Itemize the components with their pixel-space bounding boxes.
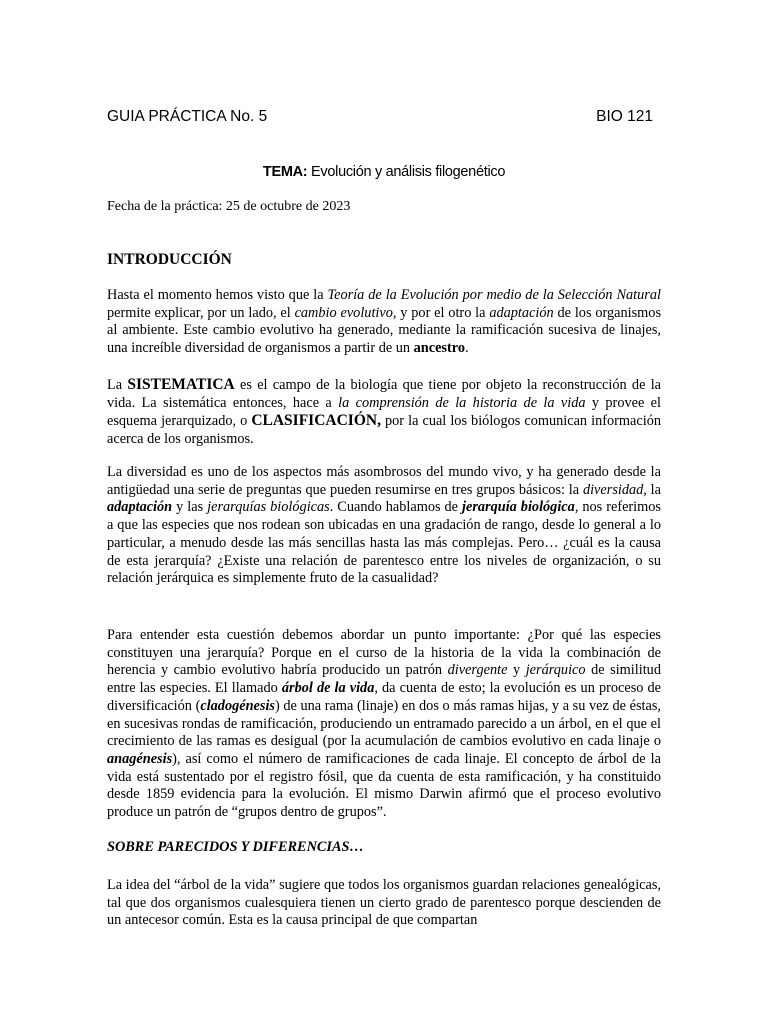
text-run: .: [465, 340, 469, 357]
text-run: , la: [643, 481, 662, 498]
text-run: ), así como el número de ramificaciones de cada linaje. El concepto de árbol de la vida está sustentado por el registro fósil, que da cuenta de esta ramificación, y ha constituido desde 1859 evidencia para la evolución. El mismo Darwin afirmó que el proceso evolutivo produce un patrón de “grupos dentro de grupos”.: [107, 750, 661, 821]
bold-italic-run: anagénesis: [107, 750, 173, 767]
bold-italic-run: adaptación: [107, 499, 173, 516]
text-run: y las: [172, 499, 208, 516]
bold-run: SISTEMATICA: [127, 376, 235, 393]
text-run: y: [507, 662, 526, 679]
text-run: La: [107, 377, 128, 393]
text-run: ) de una rama (linaje) en dos o más ramas hijas, y a su vez de éstas, en sucesivas rondas de ramificación, produciendo un entramado parecido a un árbol, en el que el crecimiento de las ramas es desigual (por la acumulación de cambios evolutivo en cada linaje o: [107, 697, 661, 750]
text-run: de similitud entre las especies. El llamado: [107, 662, 661, 697]
guide-title: GUIA PRÁCTICA No. 5: [107, 108, 268, 125]
document-header: [107, 108, 653, 128]
italic-run: Teoría de la Evolución por medio de la Selección Natural: [327, 287, 661, 303]
text-run: de los organismos al ambiente. Este cambio evolutivo ha generado, mediante la ramificación sucesiva de linajes, una increíble diversidad de organismos a partir de un: [107, 304, 662, 357]
text-run: , y por el otro la: [392, 304, 490, 321]
bold-run: CLASIFICACIÓN,: [251, 412, 381, 430]
topic-label: TEMA:: [262, 164, 308, 180]
text-run: , da cuenta de esto; la evolución es un proceso de diversificación (: [107, 680, 661, 714]
text-run: Para entender esta cuestión debemos abordar un punto importante: ¿Por qué las especies constituyen una jerarquía? Porque en el curso de la historia de la vida la combinación de herencia y cambio evolutivo habría producido un patrón: [107, 627, 661, 679]
practice-date: Fecha de la práctica: 25 de octubre de 2023: [107, 199, 351, 214]
paragraph-5: La idea del “árbol de la vida” sugiere que todos los organismos guardan relaciones genealógicas, tal que dos organismos cualesquiera tienen un cierto grado de parentesco porque descienden de un antecesor común. Esta es la causa principal de que compartan: [107, 877, 661, 929]
italic-run: divergente: [447, 662, 508, 679]
bold-run: ancestro: [413, 340, 465, 357]
italic-run: adaptación: [489, 304, 554, 321]
italic-run: jerarquías biológicas: [207, 499, 330, 516]
section-heading-introduccion: INTRODUCCIÓN: [107, 251, 232, 268]
italic-run: diversidad: [582, 481, 644, 498]
bold-italic-run: cladogénesis: [200, 697, 275, 714]
bold-italic-run: árbol de la vida: [281, 680, 375, 697]
italic-run: la comprensión de la historia de la vida: [338, 394, 586, 411]
paragraph-4: [107, 627, 661, 822]
paragraph-1: [107, 287, 661, 358]
text-run: por la cual los biólogos comunican información acerca de los organismos.: [107, 413, 661, 448]
text-run: , nos referimos a que las especies que nos rodean son ubicadas en una gradación de rango, desde lo general a lo particular, a menudo desde las más sencillas hasta las más complejas. Pero… ¿cuál es la causa de esta jerarquía? ¿Existe una relación de parentesco entre los niveles de organización, o su relación jerárquica es simplemente fruto de la casualidad?: [107, 499, 661, 587]
section-heading-parecidos: SOBRE PARECIDOS Y DIFERENCIAS…: [107, 839, 364, 855]
text-run: . Cuando hablamos de: [329, 499, 462, 516]
text-run: La diversidad es uno de los aspectos más asombrosos del mundo vivo, y ha generado desde la antigüedad una serie de preguntas que pueden resumirse en tres grupos básicos: la: [107, 464, 661, 498]
text-run: es el campo de la biología que tiene por objeto la reconstrucción de la vida. La sistemática entonces, hace a: [107, 377, 662, 411]
text-run: permite explicar, por un lado, el: [107, 304, 295, 321]
text-run: Hasta el momento hemos visto que la: [107, 287, 328, 303]
paragraph-2: [107, 376, 661, 449]
bold-italic-run: jerarquía biológica: [462, 499, 575, 516]
italic-run: jerárquico: [525, 662, 586, 679]
course-code: BIO 121: [596, 108, 653, 125]
italic-run: cambio evolutivo: [294, 304, 393, 321]
topic-text: Evolución y análisis filogenético: [307, 164, 506, 180]
text-run: y provee el esquema jerarquizado, o: [107, 394, 661, 430]
paragraph-3: [107, 464, 661, 588]
topic-line: [0, 164, 768, 180]
